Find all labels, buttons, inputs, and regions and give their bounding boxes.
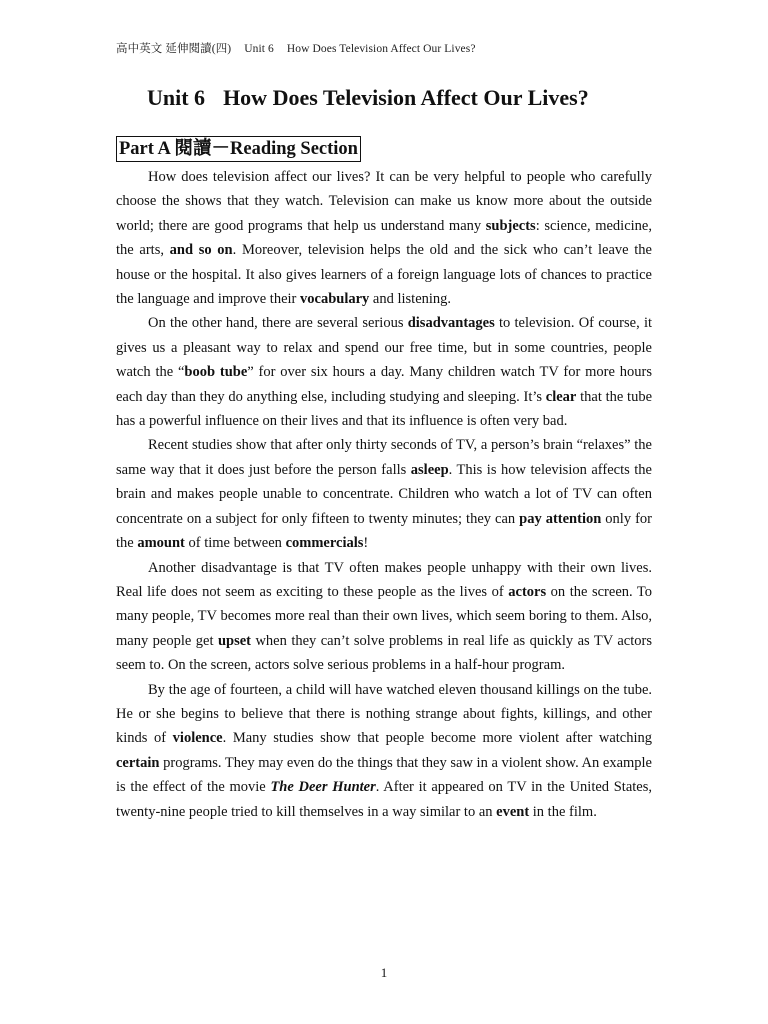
vocab-term: vocabulary bbox=[300, 291, 370, 308]
text-run: programs. They may even do the things that they saw in a violent show. An example is the effect of the movie bbox=[116, 754, 652, 796]
vocab-term: clear bbox=[545, 388, 577, 405]
vocab-term: and so on bbox=[169, 242, 233, 259]
text-run: ” for over six hours a day. Many children watch TV for more hours each day than they do anything else, including studying and sleeping. It’s bbox=[116, 364, 652, 405]
text-run: Another disadvantage is that TV often makes people unhappy with their own lives. Real life does not seem as exciting to these people as the lives of bbox=[116, 559, 652, 600]
text-run: only for the bbox=[116, 510, 652, 552]
vocab-term: The Deer Hunter bbox=[270, 779, 376, 796]
text-run: . Many studies show that people become more violent after watching bbox=[222, 730, 653, 747]
header-title: How Does Television Affect Our Lives? bbox=[286, 43, 476, 55]
text-run: . Moreover, television helps the old and the sick who can’t leave the house or the hospital. It also gives learners of a foreign language lots of chances to practice the language and improve their bbox=[116, 242, 652, 308]
text-run: . After it appeared on TV in the United States, twenty-nine people tried to kill themselves in a way similar to an bbox=[116, 779, 653, 820]
text-run: How does television affect our lives? It can be very helpful to people who carefully choose the shows that they watch. Television can make us know more about the outside world; there are good programs that help us understand many bbox=[116, 169, 652, 234]
paragraph-5 bbox=[116, 678, 652, 824]
header-course: 高中英文 延伸閱讀(四) bbox=[116, 43, 232, 55]
text-run: and listening. bbox=[369, 291, 452, 308]
text-run: By the age of fourteen, a child will have watched eleven thousand killings on the tube. He or she begins to believe that there is nothing strange about fights, killings, and other kinds of bbox=[116, 681, 652, 747]
vocab-term: commercials bbox=[285, 535, 364, 552]
vocab-term: boob tube bbox=[184, 364, 248, 381]
vocab-term: pay attention bbox=[519, 510, 602, 527]
reading-passage bbox=[116, 165, 652, 824]
unit-number: Unit 6 bbox=[147, 85, 206, 110]
vocab-term: amount bbox=[137, 535, 185, 552]
unit-heading: How Does Television Affect Our Lives? bbox=[223, 85, 589, 110]
text-run: that the tube has a powerful influence on their lives and that its influence is often very bad. bbox=[116, 388, 652, 430]
text-run: when they can’t solve problems in real life as quickly as TV actors seem to. On the screen, actors solve serious problems in a half-hour program. bbox=[116, 632, 652, 674]
vocab-term: subjects bbox=[485, 217, 536, 234]
vocab-term: disadvantages bbox=[407, 315, 495, 332]
paragraph-4 bbox=[116, 556, 652, 678]
text-run: ! bbox=[363, 535, 369, 552]
text-run: on the screen. To many people, TV becomes more real than their own lives, which seem boring to them. Also, many people get bbox=[116, 583, 653, 649]
vocab-term: actors bbox=[508, 583, 547, 600]
text-run: to television. Of course, it gives us a pleasant way to relax and spend our free time, but in some countries, people watch the “ bbox=[116, 315, 652, 381]
paragraph-2 bbox=[116, 311, 652, 433]
text-run: On the other hand, there are several serious bbox=[148, 315, 408, 332]
text-run: Recent studies show that after only thirty seconds of TV, a person’s brain “relaxes” the same way that it does just before the person falls bbox=[116, 437, 652, 478]
vocab-term: event bbox=[496, 803, 530, 820]
section-heading: Part A 閱讀－Reading Section bbox=[116, 136, 361, 162]
running-header bbox=[116, 40, 486, 56]
text-run: in the film. bbox=[529, 803, 597, 820]
header-unit: Unit 6 bbox=[244, 43, 274, 55]
vocab-term: asleep bbox=[410, 461, 449, 478]
paragraph-1 bbox=[116, 165, 652, 311]
page-number: 1 bbox=[380, 965, 388, 980]
text-run: . This is how television affects the brain and makes people unable to concentrate. Children who watch a lot of TV can often concentrate on a subject for only fifteen to twenty minutes; they can bbox=[116, 461, 652, 527]
vocab-term: upset bbox=[217, 632, 251, 649]
paragraph-3 bbox=[116, 433, 652, 555]
text-run: of time between bbox=[184, 535, 286, 552]
text-run: : science, medicine, the arts, bbox=[116, 217, 652, 259]
unit-title bbox=[147, 85, 589, 111]
vocab-term: violence bbox=[172, 730, 223, 747]
vocab-term: certain bbox=[116, 754, 160, 771]
